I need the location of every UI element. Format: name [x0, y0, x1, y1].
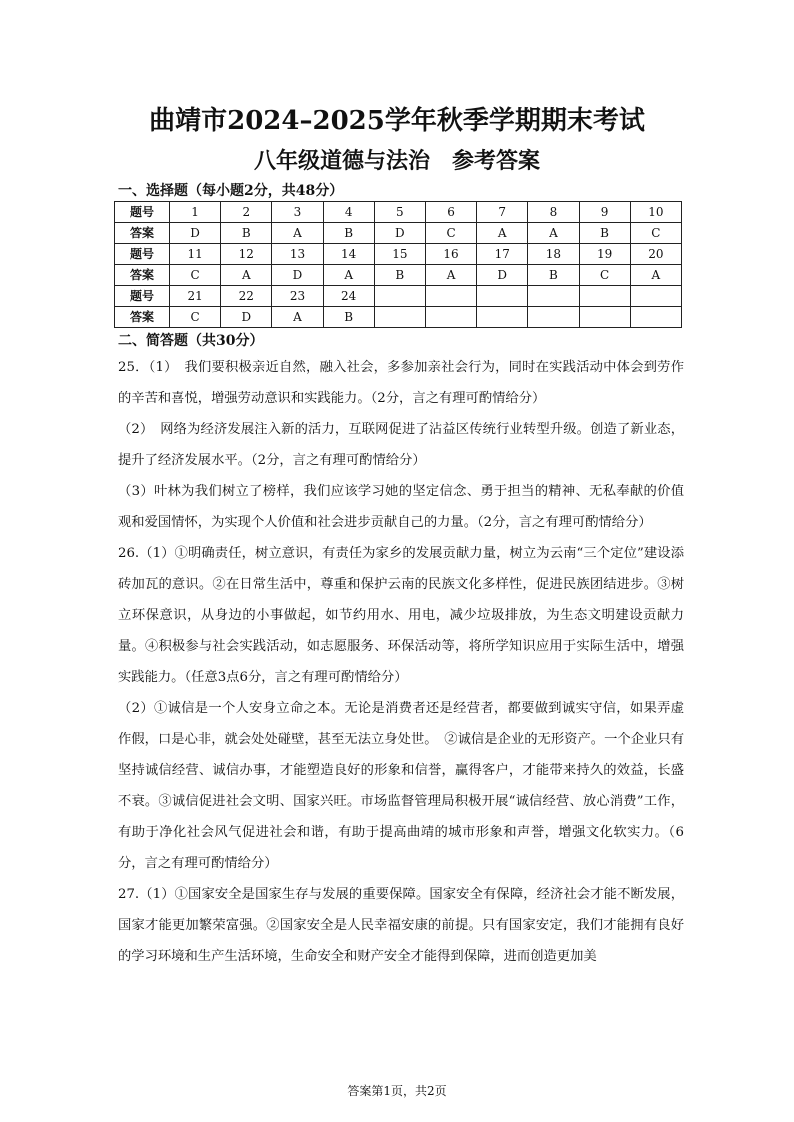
- row-label: 题号: [115, 202, 170, 223]
- answer-cell: C: [170, 307, 221, 328]
- question-number-cell: 4: [323, 202, 374, 223]
- row-label: 答案: [115, 307, 170, 328]
- question-number-cell: 6: [425, 202, 476, 223]
- answer-cell: D: [272, 265, 323, 286]
- answer-cell: D: [477, 265, 528, 286]
- answer-cell: A: [477, 223, 528, 244]
- question-number-cell: 11: [170, 244, 221, 265]
- question-number-cell: 22: [221, 286, 272, 307]
- row-label: 题号: [115, 286, 170, 307]
- answer-cell: A: [630, 265, 681, 286]
- answer-cell: B: [374, 265, 425, 286]
- answer-cell: A: [323, 265, 374, 286]
- question-number-cell: 1: [170, 202, 221, 223]
- section-heading-choice: 一、选择题（每小题2分，共48分）: [118, 183, 344, 199]
- answer-cell: B: [579, 223, 630, 244]
- row-label: 答案: [115, 223, 170, 244]
- table-row: [115, 223, 682, 244]
- row-label: 题号: [115, 244, 170, 265]
- answer-cell: [579, 307, 630, 328]
- answer-cell: D: [221, 307, 272, 328]
- question-number-cell: 24: [323, 286, 374, 307]
- question-number-cell: [477, 286, 528, 307]
- answer-cell: C: [579, 265, 630, 286]
- paragraph-25-2: （2） 网络为经济发展注入新的活力，互联网促进了沾益区传统行业转型升级。创造了新业态，提升了经济发展水平。（2分，言之有理可酌情给分）: [118, 422, 684, 468]
- section-heading-short-answer: 二、简答题（共30分）: [118, 333, 264, 349]
- question-number-cell: 17: [477, 244, 528, 265]
- question-number-cell: 15: [374, 244, 425, 265]
- question-number-cell: 5: [374, 202, 425, 223]
- question-number-cell: 21: [170, 286, 221, 307]
- answer-cell: A: [272, 223, 323, 244]
- question-number-cell: 2: [221, 202, 272, 223]
- question-number-cell: 12: [221, 244, 272, 265]
- question-number-cell: 19: [579, 244, 630, 265]
- answer-cell: C: [170, 265, 221, 286]
- paragraph-27-1: 27.（1）①国家安全是国家生存与发展的重要保障。国家安全有保障，经济社会才能不断发展，国家才能更加繁荣富强。②国家安全是人民幸福安康的前提。只有国家安定，我们才能拥有良好的学习环境和生产生活环境，生命安全和财产安全才能得到保障，进而创造更加美: [118, 887, 684, 964]
- question-number-cell: 20: [630, 244, 681, 265]
- answer-cell: B: [221, 223, 272, 244]
- answer-body: [118, 352, 684, 972]
- answer-cell: [528, 307, 579, 328]
- answer-cell: D: [374, 223, 425, 244]
- paragraph-26-1: 26.（1）①明确责任，树立意识，有责任为家乡的发展贡献力量，树立为云南“三个定位”建设添砖加瓦的意识。②在日常生活中，尊重和保护云南的民族文化多样性，促进民族团结进步。③树立环保意识，从身边的小事做起，如节约用水、用电，减少垃圾排放，为生态文明建设贡献力量。④积极参与社会实践活动，如志愿服务、环保活动等，将所学知识应用于实际生活中，增强实践能力。（任意3点6分，言之有理可酌情给分）: [118, 546, 684, 685]
- answer-cell: B: [528, 265, 579, 286]
- question-number-cell: 18: [528, 244, 579, 265]
- question-number-cell: 3: [272, 202, 323, 223]
- answer-cell: [630, 307, 681, 328]
- answer-cell: [374, 307, 425, 328]
- question-number-cell: [630, 286, 681, 307]
- question-number-cell: 10: [630, 202, 681, 223]
- question-number-cell: 14: [323, 244, 374, 265]
- answer-cell: [477, 307, 528, 328]
- answer-cell: C: [425, 223, 476, 244]
- answer-cell: B: [323, 223, 374, 244]
- question-number-cell: 13: [272, 244, 323, 265]
- paragraph-25-1: 25．（1） 我们要积极亲近自然，融入社会，多参加亲社会行为，同时在实践活动中体会到劳作的辛苦和喜悦，增强劳动意识和实践能力。（2分，言之有理可酌情给分）: [118, 360, 684, 406]
- table-row: [115, 265, 682, 286]
- answer-cell: A: [272, 307, 323, 328]
- answer-cell: A: [221, 265, 272, 286]
- table-row: [115, 286, 682, 307]
- question-number-cell: [425, 286, 476, 307]
- page-footer: 答案第1页，共2页: [347, 1084, 447, 1098]
- question-number-cell: [374, 286, 425, 307]
- question-number-cell: [528, 286, 579, 307]
- question-number-cell: 8: [528, 202, 579, 223]
- question-number-cell: 7: [477, 202, 528, 223]
- question-number-cell: 23: [272, 286, 323, 307]
- answer-cell: A: [425, 265, 476, 286]
- table-row: [115, 202, 682, 223]
- page-title: 曲靖市2024–2025学年秋季学期期末考试: [149, 106, 645, 136]
- answer-table: [114, 201, 682, 328]
- paragraph-25-3: （3）叶林为我们树立了榜样，我们应该学习她的坚定信念、勇于担当的精神、无私奉献的价值观和爱国情怀，为实现个人价值和社会进步贡献自己的力量。（2分，言之有理可酌情给分）: [118, 484, 684, 530]
- table-row: [115, 244, 682, 265]
- answer-cell: [425, 307, 476, 328]
- row-label: 答案: [115, 265, 170, 286]
- question-number-cell: 9: [579, 202, 630, 223]
- question-number-cell: [579, 286, 630, 307]
- answer-cell: D: [170, 223, 221, 244]
- answer-cell: C: [630, 223, 681, 244]
- question-number-cell: 16: [425, 244, 476, 265]
- table-row: [115, 307, 682, 328]
- answer-cell: B: [323, 307, 374, 328]
- paragraph-26-2: （2）①诚信是一个人安身立命之本。无论是消费者还是经营者，都要做到诚实守信，如果弄虚作假，口是心非，就会处处碰壁，甚至无法立身处世。 ②诚信是企业的无形资产。一个企业只有坚持诚信经营、诚信办事，才能塑造良好的形象和信誉，赢得客户，才能带来持久的效益，长盛不衰。③诚信促进社会文明、国家兴旺。市场监督管理局积极开展“诚信经营、放心消费”工作，有助于净化社会风气促进社会和谐，有助于提高曲靖的城市形象和声誉，增强文化软实力。（6分，言之有理可酌情给分）: [118, 701, 684, 871]
- page-subtitle: 八年级道德与法治 参考答案: [253, 148, 540, 174]
- answer-cell: A: [528, 223, 579, 244]
